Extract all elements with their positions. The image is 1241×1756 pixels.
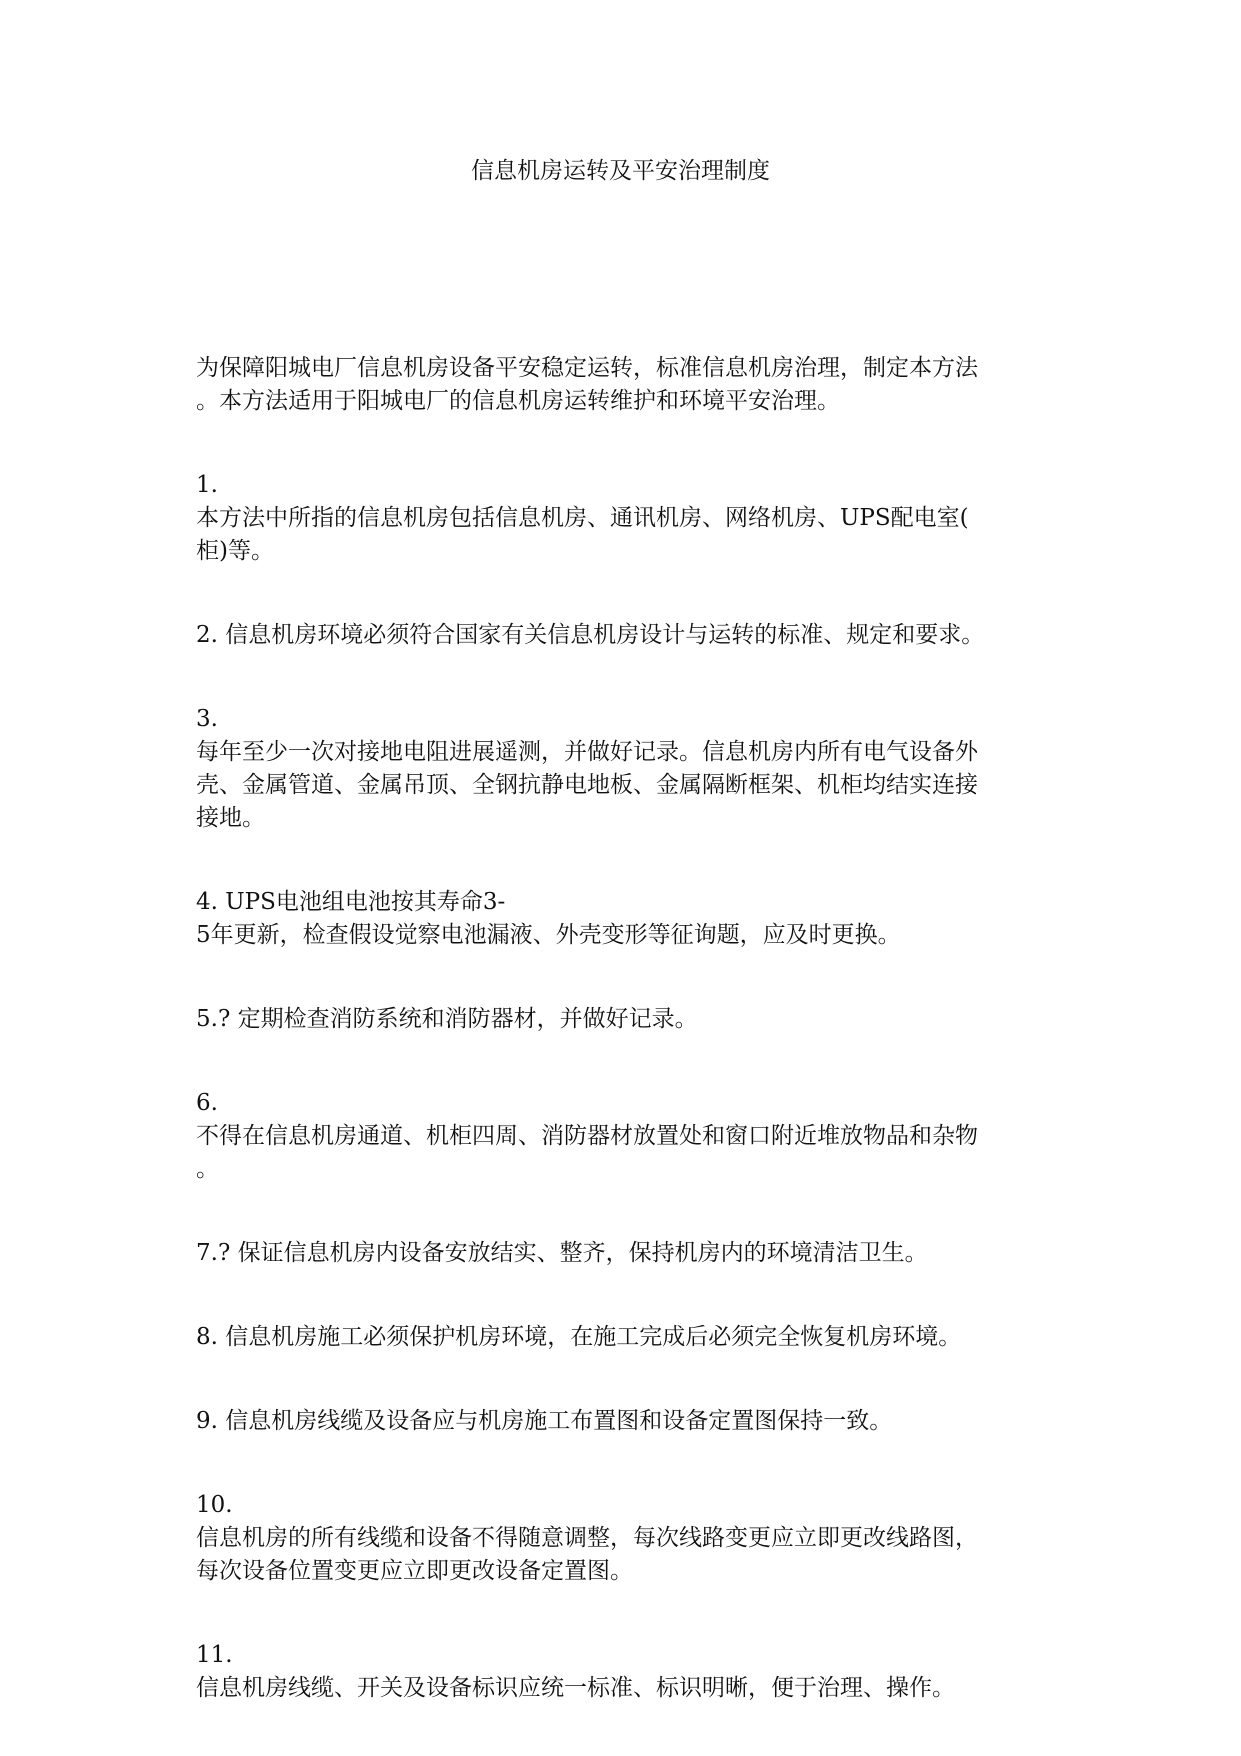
paragraph-intro: 为保障阳城电厂信息机房设备平安稳定运转，标准信息机房治理，制定本方法 。本方法适用于阳城电厂的信息机房运转维护和环境平安治理。 [196,355,978,414]
document-body [196,352,1056,1756]
paragraph-item-10: 10. 信息机房的所有线缆和设备不得随意调整，每次线路变更应立即更改线路图， 每次设备位置变更应立即更改设备定置图。 [196,1492,978,1584]
paragraph-item-5: 5.? 定期检查消防系统和消防器材，并做好记录。 [196,1006,698,1032]
paragraph-item-2: 2. 信息机房环境必须符合国家有关信息机房设计与运转的标准、规定和要求。 [196,622,985,648]
paragraph-item-7: 7.? 保证信息机房内设备安放结实、整齐，保持机房内的环境清洁卫生。 [196,1240,928,1266]
paragraph-item-8: 8. 信息机房施工必须保护机房环境，在施工完成后必须完全恢复机房环境。 [196,1324,962,1350]
paragraph-item-1: 1. 本方法中所指的信息机房包括信息机房、通讯机房、网络机房、UPS配电室( 柜)等。 [196,472,969,564]
paragraph-item-6: 6. 不得在信息机房通道、机柜四周、消防器材放置处和窗口附近堆放物品和杂物 。 [196,1090,978,1182]
paragraph-item-9: 9. 信息机房线缆及设备应与机房施工布置图和设备定置图保持一致。 [196,1408,893,1434]
paragraph-item-3: 3. 每年至少一次对接地电阻进展遥测，并做好记录。信息机房内所有电气设备外 壳、金属管道、金属吊顶、全钢抗静电地板、金属隔断框架、机柜均结实连接 接地。 [196,706,978,831]
paragraph-item-11: 11. 信息机房线缆、开关及设备标识应统一标准、标识明晰，便于治理、操作。 [196,1642,955,1701]
document-title: 信息机房运转及平安治理制度 [471,158,770,184]
paragraph-item-4: 4. UPS电池组电池按其寿命3- 5年更新，检查假设觉察电池漏液、外壳变形等征询题，应及时更换。 [196,889,901,948]
